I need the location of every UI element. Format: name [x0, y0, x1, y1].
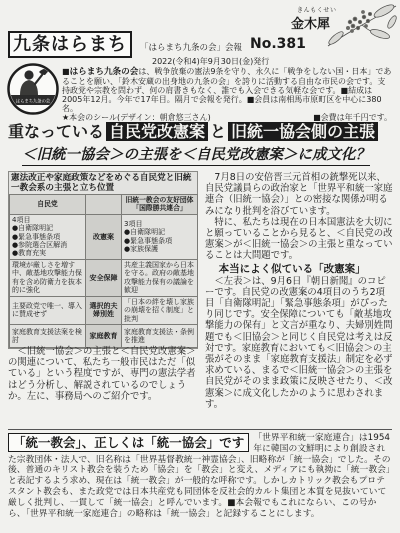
- naming-note-heading: 「統一教会」、正しくは「統一協会」です: [8, 433, 249, 452]
- cell-heading: 4項目: [12, 215, 31, 224]
- table-row: [10, 296, 198, 324]
- intro-seal-line: [62, 113, 392, 122]
- association-seal-logo: [7, 60, 59, 118]
- table-cell-ldp: [10, 214, 86, 259]
- bulletin-label: 「はらまち九条の会」会報: [140, 43, 243, 53]
- article-body: [205, 172, 393, 410]
- kinmokusei-kanji: 金木犀: [291, 17, 331, 32]
- intro-body: は、戦争放棄の憲法9条を守り、永久に「戦争をしない国・日本」であることを願い、「鈴木安蔵の出身地の九条の会」を誇りに活動する自由な市民の会です。支持政党や宗教を問わず、何の肩書きもなく、誰でも入会できる気軽な会です。■結成は2005年12月。今年で17年目。隔月で会報を発行。■会員は南相馬市原町区を中心に380名。: [62, 67, 392, 113]
- table-cell-ldp: 家庭教育支援法案を検討: [10, 325, 86, 348]
- newsletter-title: 九条はらまち: [8, 31, 132, 58]
- headline-part-1: 重なっている: [8, 122, 105, 141]
- comparison-table-clipping: [8, 171, 198, 349]
- headline-box-ldp-draft: 自民党改憲案: [106, 122, 208, 141]
- list-item: ●自衛隊明記: [12, 224, 54, 233]
- kinmokusei-kana: きんもくせい: [297, 7, 337, 14]
- table-cell-topic: 改憲案: [86, 214, 122, 259]
- list-item: ●家族保護: [124, 245, 159, 254]
- table-cell-ldp: 環境が厳しさを増す中、敵基地攻撃能力保有を含め防衛力を抜本的に強化: [10, 259, 86, 296]
- seal-credit: ★本会のシール(デザイン：朝倉悠三さん): [62, 113, 211, 122]
- main-headline: [8, 122, 380, 142]
- list-item: ●緊急事態条項: [124, 236, 173, 245]
- osmanthus-flower-icon: [322, 0, 398, 48]
- issue-date: 2022(令和4)年9月30日(金)発行: [152, 57, 270, 66]
- table-cell-unification-group: [122, 214, 198, 259]
- table-cell-unification-group: 家庭教育支援法・条例を推進: [122, 325, 198, 348]
- intro-body-block: [62, 67, 392, 113]
- table-cell-topic: 安全保障: [86, 259, 122, 296]
- article-paragraph-2: 特に、私たちは現在の日本国憲法を大切にと願っていることから見ると、＜自民党の改憲案＞が＜旧統一協会＞の主張と重なっていることは大問題です。: [205, 216, 393, 262]
- sub-headline: ＜旧統一協会＞の主張を＜自民党改憲案＞に成文化？: [22, 146, 370, 166]
- cell-heading: 3項目: [124, 220, 143, 229]
- table-cell-topic: 選択的夫婦別姓: [86, 296, 122, 324]
- article-paragraph-1: 7月8日の安倍晋三元首相の銃撃死以来、自民党議員らの政治家と「世界平和統一家庭連合（旧統一協会）」との密接な関係が明るみになり批判を浴びています。: [205, 172, 393, 217]
- list-item: ●参院選合区解消: [12, 241, 68, 250]
- table-cell-topic: 家庭教育: [86, 325, 122, 348]
- membership-fee: ■会費は年千円です。: [313, 113, 392, 122]
- constitutional-scholar-note: ＜旧統一協会＞の主張と＜自民党改憲案＞の関連について、私たち一般市民はただ「似ている」という程度ですが、専門の憲法学者はどう分析し、解説されているのでしょうか。左に、事務局へのご紹介です。: [8, 346, 196, 402]
- table-header-row: [10, 195, 198, 215]
- table-cell-ldp: 主要政党で唯一、導入に賛成せず: [10, 296, 86, 324]
- article-paragraph-3: ＜左表＞は、9月6日『朝日新聞』のコピーです。自民党の改憲案の4項目のうち2項目「自衛隊明記」「緊急事態条項」がぴったり同じです。安全保障についても「敵基地攻撃能力の保有」と文言が重なり、夫婦別姓問題でも＜旧協会＞と同じく自民党は考えは反対です。家庭教育においても＜旧協会＞の主張がそのまま「家庭教育支援法」制定を必ず求めている、まるで＜旧統一協会＞の主張を自民党がそのまま政策に反映させたり、＜改憲案＞に成文化したかのように思わされます。: [205, 275, 393, 410]
- issue-number: No.381: [250, 36, 306, 52]
- list-item: ●教育充実: [12, 249, 47, 258]
- column-header-ldp: 自民党: [10, 195, 86, 215]
- association-intro: [62, 67, 392, 122]
- logo-lettering: はらまち九条の会: [15, 99, 51, 105]
- article-subheading: 本当によく似ている「改憲案」: [218, 262, 366, 275]
- table-row: [10, 325, 198, 348]
- table-cell-unification-group: 「日本の絆を壊し家族の崩壊を招く制度」と批判: [122, 296, 198, 324]
- list-item: ●緊急事態条項: [12, 232, 61, 241]
- comparison-table: [9, 194, 198, 348]
- column-header-unification-group: 旧統一教会の友好団体「国際勝共連合」: [122, 195, 198, 215]
- headline-box-unification-claims: 旧統一協会側の主張: [228, 122, 378, 141]
- table-row: [10, 214, 198, 259]
- intro-org-name: はらまち九条の会: [69, 67, 139, 77]
- headline-part-2: と: [210, 122, 227, 141]
- column-header-topic: [86, 195, 122, 215]
- table-row: [10, 259, 198, 296]
- table-title: 憲法改正や家庭政策などをめぐる自民党と旧統一教会系の主張と立ち位置: [11, 173, 192, 193]
- naming-note-text: 「世界平和統一家庭連合」は1954年に韓国の文鮮明により創設された宗教団体・法人で、旧名称は「世界基督教統一神霊協会」、旧略称が「統一協会」でした。その後、普通のキリスト教会を装うため「協会」を「教会」と変え、メディアにも執拗に「統一教会」と表記するよう求め、現在は「統一教会」が一般的な呼称です。しかしカトリック教会もプロテスタント教会も、また政党では日本共産党も同団体を反社会的カルト集団と本質を見抜いていて厳しく批判し、一貫して「統一協会」と呼んでいます。■本会報でもこれにならい、この号から、「世界平和統一家庭連合」の略称は「統一協会」と記録することにします。: [8, 433, 391, 519]
- naming-note-section: [8, 429, 392, 519]
- table-cell-unification-group: 共産主義国家から日本を守る。政府の敵基地攻撃能力保有の議論を歓迎: [122, 259, 198, 296]
- intro-lead-mark: ■: [62, 67, 70, 76]
- list-item: ●自衛隊明記: [124, 228, 166, 237]
